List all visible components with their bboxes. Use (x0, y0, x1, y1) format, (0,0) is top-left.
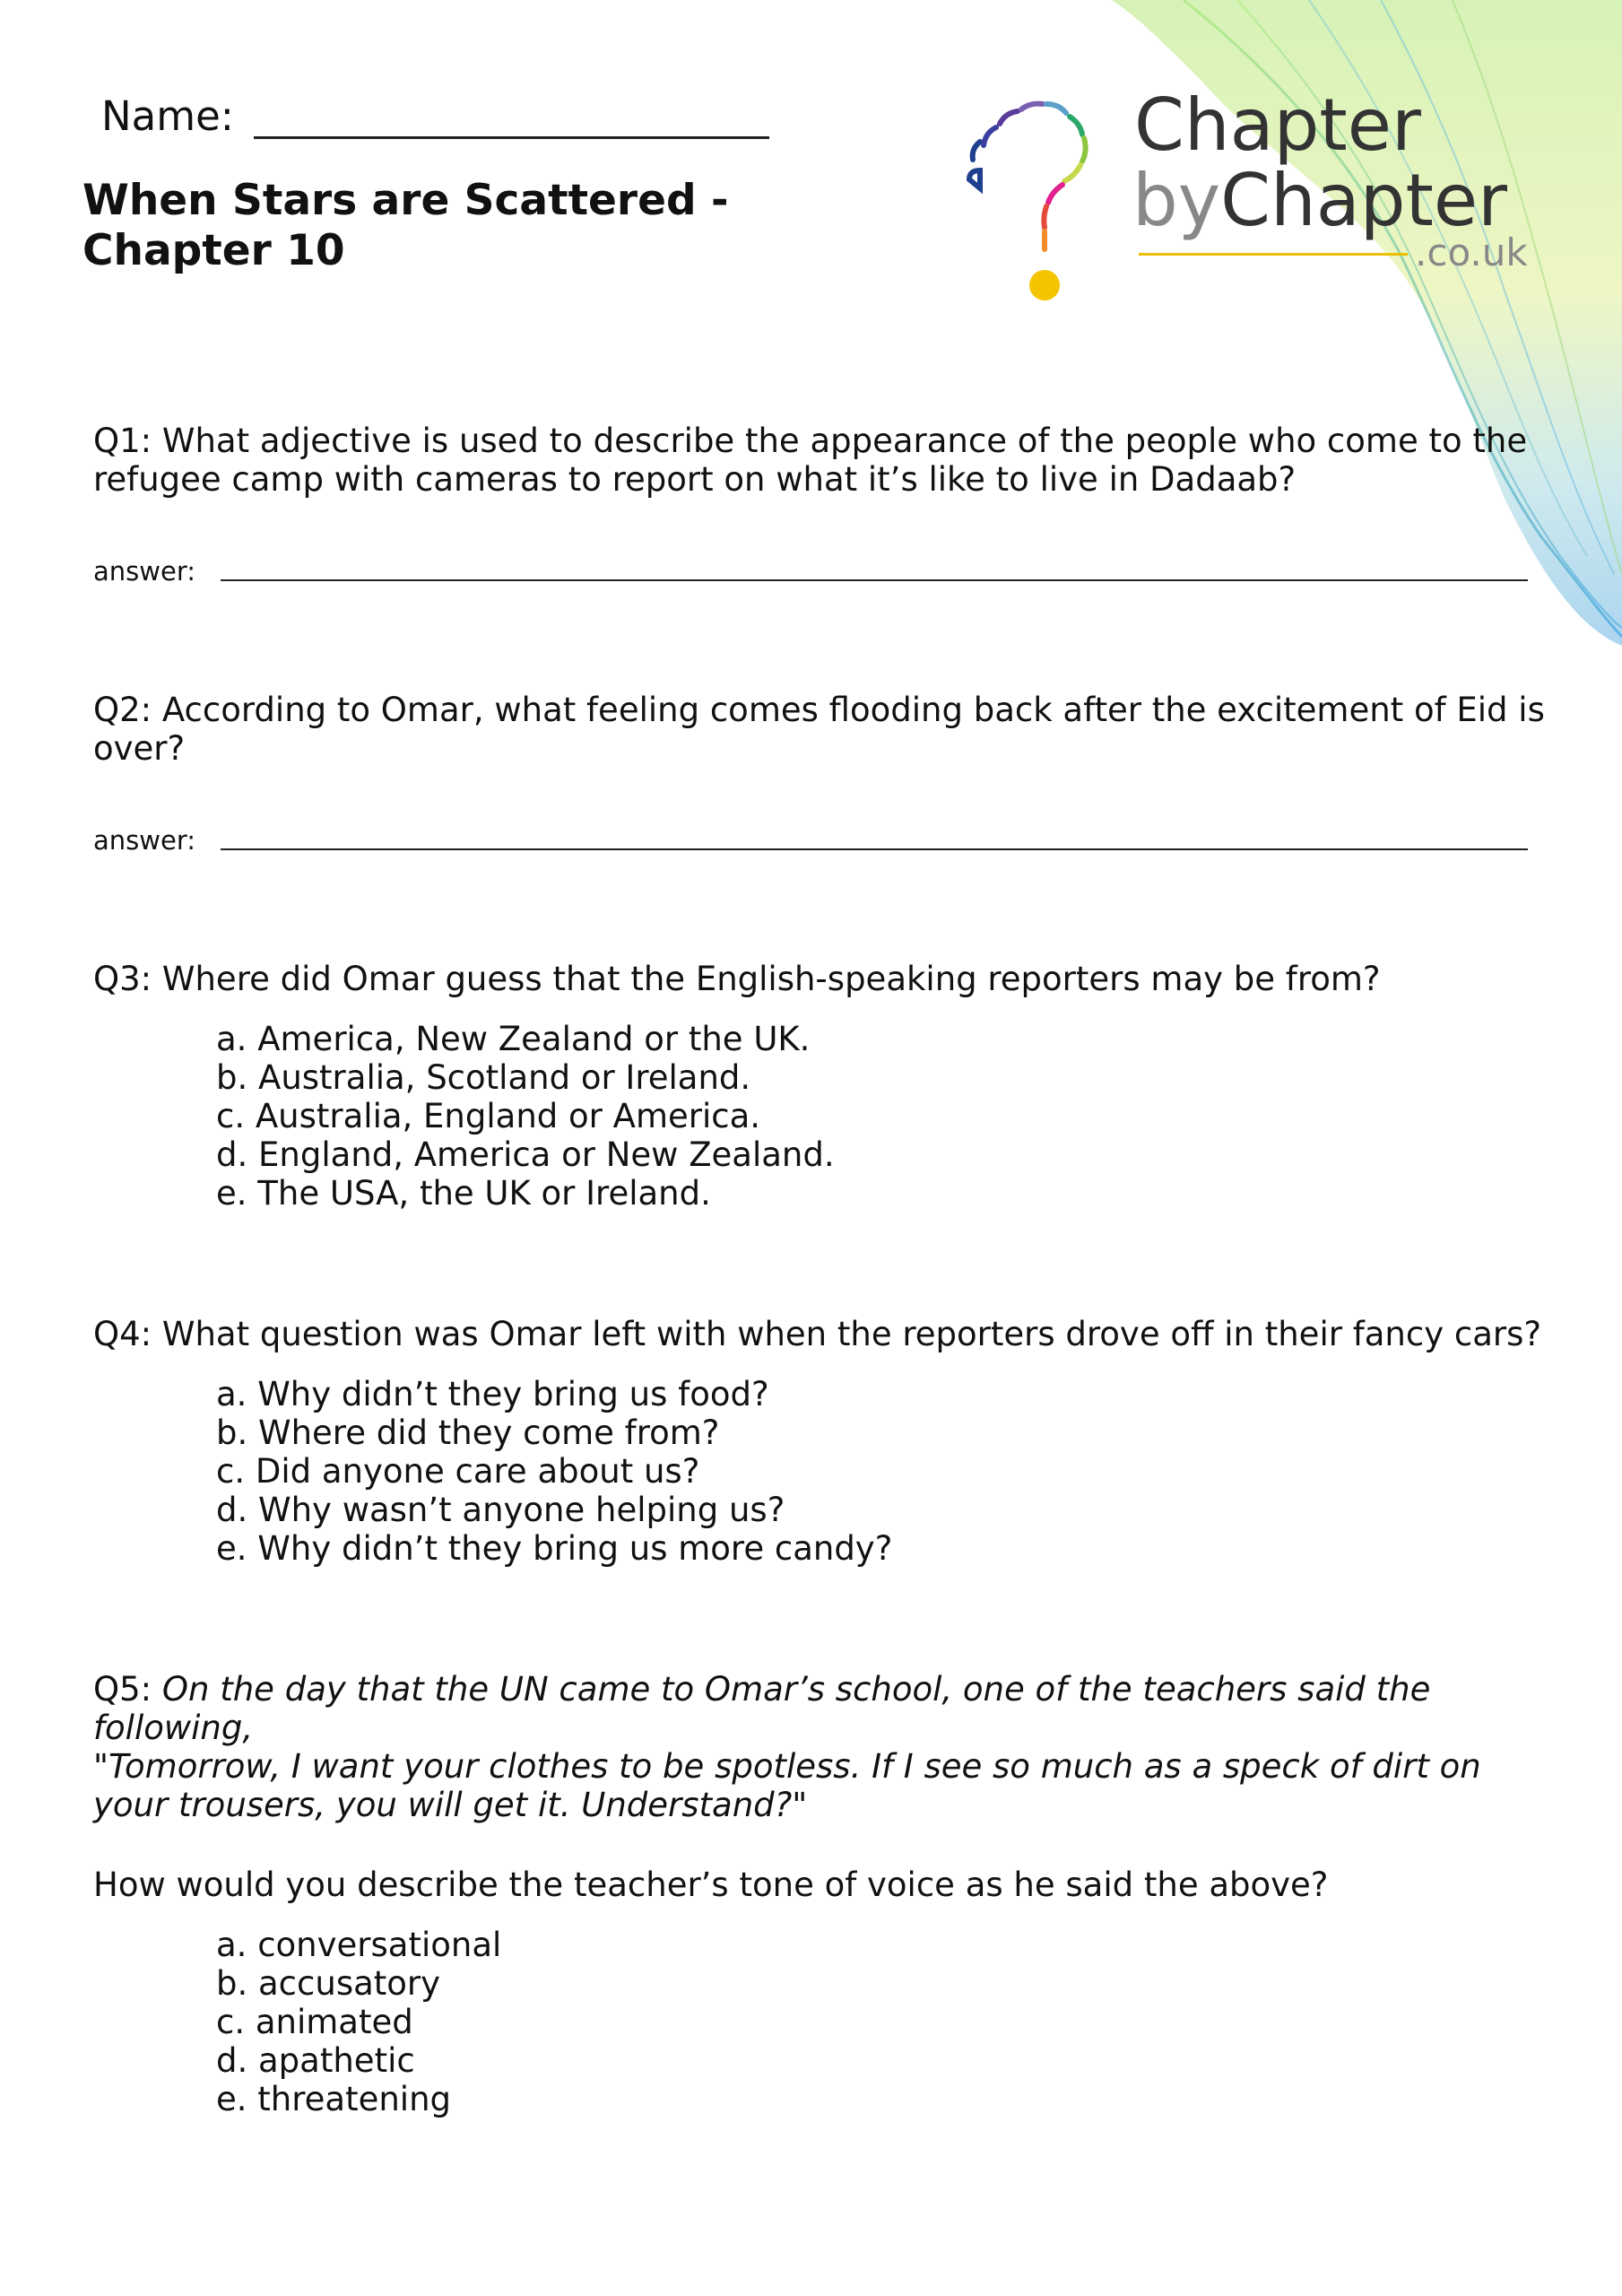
question-1-answer-row (93, 556, 1528, 592)
question-3-options (216, 1020, 835, 1213)
option-d[interactable]: d. England, America or New Zealand. (216, 1135, 835, 1174)
logo-underline (1139, 253, 1408, 256)
question-2-answer-row (93, 825, 1528, 861)
logo-text-by: by (1132, 159, 1221, 242)
question-5-prompt: How would you describe the teacher’s tone of voice as he said the above? (93, 1866, 1329, 1904)
option-e[interactable]: e. threatening (216, 2080, 452, 2118)
question-4-options (216, 1375, 892, 1568)
option-d[interactable]: d. Why wasn’t anyone helping us? (216, 1491, 785, 1529)
option-a[interactable]: a. America, New Zealand or the UK. (216, 1020, 811, 1058)
logo-question-mark-icon (964, 54, 1116, 314)
option-a[interactable]: a. conversational (216, 1926, 502, 1964)
question-5-prompt-block (93, 1866, 1546, 1904)
worksheet-title: When Stars are Scattered - Chapter 10 (82, 176, 729, 275)
logo-text-chapter-2: Chapter (1220, 159, 1507, 242)
question-3-text: Q3: Where did Omar guess that the English-speaking reporters may be from? (93, 960, 1381, 998)
option-c[interactable]: c. animated (216, 2003, 413, 2041)
option-d[interactable]: d. apathetic (216, 2041, 415, 2080)
question-5-context-line (93, 1670, 1546, 1747)
option-c[interactable]: c. Australia, England or America. (216, 1097, 761, 1135)
question-5-prefix: Q5: (93, 1670, 162, 1709)
option-a[interactable]: a. Why didn’t they bring us food? (216, 1375, 769, 1413)
question-5-context: On the day that the UN came to Omar’s school, one of the teachers said the following, (93, 1670, 1431, 1747)
question-3 (93, 960, 1546, 998)
question-1-text: Q1: What adjective is used to describe the appearance of the people who come to the refugee camp with cameras to report on what it’s like to live in Dadaab? (93, 422, 1528, 499)
logo-text-by-chapter (1132, 159, 1507, 242)
option-e[interactable]: e. Why didn’t they bring us more candy? (216, 1529, 893, 1568)
question-5-quote: "Tomorrow, I want your clothes to be spotless. If I see so much as a speck of dirt on your trousers, you will get it. Understand?" (93, 1747, 1481, 1824)
option-e[interactable]: e. The USA, the UK or Ireland. (216, 1174, 711, 1213)
question-2-text: Q2: According to Omar, what feeling comes flooding back after the excitement of Eid is over? (93, 691, 1545, 768)
name-field-line[interactable] (254, 136, 769, 139)
question-1 (93, 422, 1546, 499)
question-4-text: Q4: What question was Omar left with when the reporters drove off in their fancy cars? (93, 1315, 1541, 1353)
option-b[interactable]: b. Where did they come from? (216, 1413, 720, 1452)
question-2-answer-line[interactable] (221, 848, 1528, 850)
option-c[interactable]: c. Did anyone care about us? (216, 1452, 700, 1491)
name-label: Name: (101, 92, 234, 140)
question-5 (93, 1670, 1546, 1824)
question-5-quote-line (93, 1747, 1546, 1824)
question-1-answer-line[interactable] (221, 579, 1528, 581)
logo-domain: .co.uk (1415, 230, 1528, 274)
question-2 (93, 691, 1546, 768)
logo-text-chapter: Chapter (1134, 83, 1421, 167)
option-b[interactable]: b. accusatory (216, 1964, 441, 2003)
option-b[interactable]: b. Australia, Scotland or Ireland. (216, 1058, 751, 1097)
answer-label: answer: (93, 825, 196, 856)
question-5-options (216, 1926, 501, 2118)
answer-label: answer: (93, 556, 196, 587)
question-4 (93, 1315, 1546, 1353)
